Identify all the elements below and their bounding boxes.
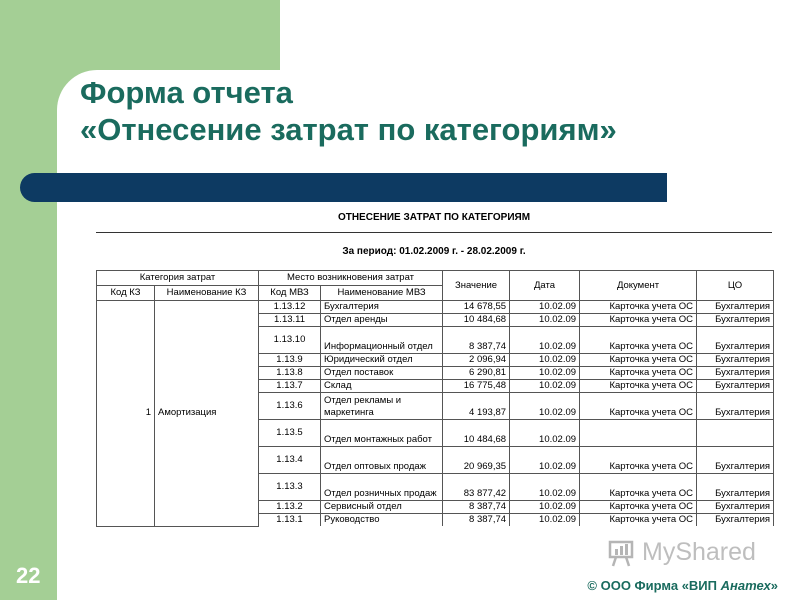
co-cell: Бухгалтерия [697,301,774,314]
document-cell: Карточка учета ОС [580,327,697,354]
slide-title-line1: Форма отчета [80,75,293,110]
report-table [96,270,774,527]
mvz-code-cell: 1.13.1 [259,514,321,527]
mvz-name-cell: Руководство [321,514,443,527]
value-cell: 8 387,74 [443,501,510,514]
co-cell: Бухгалтерия [697,474,774,501]
date-cell: 10.02.09 [510,367,580,380]
header-document: Документ [580,271,697,301]
copyright-brand: Анатех [720,578,771,593]
group-name-cell: Амортизация [155,301,259,527]
co-cell: Бухгалтерия [697,514,774,527]
value-cell: 8 387,74 [443,514,510,527]
document-cell: Карточка учета ОС [580,301,697,314]
header-kz-name: Наименование КЗ [155,286,259,301]
value-cell: 6 290,81 [443,367,510,380]
document-cell: Карточка учета ОС [580,393,697,420]
mvz-code-cell: 1.13.7 [259,380,321,393]
value-cell: 16 775,48 [443,380,510,393]
header-value: Значение [443,271,510,301]
date-cell: 10.02.09 [510,354,580,367]
co-cell: Бухгалтерия [697,327,774,354]
header-co: ЦО [697,271,774,301]
copyright [587,578,778,593]
slide-title-line2: «Отнесение затрат по категориям» [80,112,617,147]
date-cell: 10.02.09 [510,393,580,420]
header-kz-code: Код КЗ [97,286,155,301]
copyright-prefix: © ООО Фирма «ВИП [587,578,721,593]
copyright-suffix: » [770,578,778,593]
mvz-code-cell: 1.13.2 [259,501,321,514]
value-cell: 83 877,42 [443,474,510,501]
co-cell: Бухгалтерия [697,393,774,420]
document-cell: Карточка учета ОС [580,354,697,367]
mvz-code-cell: 1.13.9 [259,354,321,367]
document-cell: Карточка учета ОС [580,380,697,393]
mvz-name-cell: Отдел поставок [321,367,443,380]
green-decor-strip [0,175,57,600]
value-cell: 2 096,94 [443,354,510,367]
value-cell: 8 387,74 [443,327,510,354]
value-cell: 10 484,68 [443,420,510,447]
mvz-code-cell: 1.13.8 [259,367,321,380]
date-cell: 10.02.09 [510,314,580,327]
document-cell: Карточка учета ОС [580,447,697,474]
header-date: Дата [510,271,580,301]
date-cell: 10.02.09 [510,501,580,514]
mvz-code-cell: 1.13.12 [259,301,321,314]
mvz-name-cell: Юридический отдел [321,354,443,367]
presentation-icon [608,536,640,568]
title-underline-bar [20,173,667,202]
document-cell: Карточка учета ОС [580,367,697,380]
co-cell [697,420,774,447]
mvz-name-cell: Склад [321,380,443,393]
mvz-code-cell: 1.13.5 [259,420,321,447]
header-origin-place: Место возникновения затрат [259,271,443,286]
mvz-name-cell: Отдел оптовых продаж [321,447,443,474]
group-code-cell: 1 [97,301,155,527]
document-cell: Карточка учета ОС [580,501,697,514]
document-cell: Карточка учета ОС [580,514,697,527]
slide-title [80,74,617,148]
date-cell: 10.02.09 [510,474,580,501]
value-cell: 20 969,35 [443,447,510,474]
mvz-code-cell: 1.13.6 [259,393,321,420]
header-mvz-code: Код МВЗ [259,286,321,301]
date-cell: 10.02.09 [510,514,580,527]
mvz-code-cell: 1.13.11 [259,314,321,327]
mvz-name-cell: Отдел аренды [321,314,443,327]
watermark [608,536,768,570]
table-row [97,301,774,314]
mvz-name-cell: Отдел монтажных работ [321,420,443,447]
value-cell: 10 484,68 [443,314,510,327]
date-cell: 10.02.09 [510,420,580,447]
report-period: За период: 01.02.2009 г. - 28.02.2009 г. [342,246,526,257]
co-cell: Бухгалтерия [697,501,774,514]
value-cell: 14 678,55 [443,301,510,314]
co-cell: Бухгалтерия [697,380,774,393]
header-mvz-name: Наименование МВЗ [321,286,443,301]
date-cell: 10.02.09 [510,447,580,474]
mvz-code-cell: 1.13.4 [259,447,321,474]
mvz-name-cell: Информационный отдел [321,327,443,354]
mvz-name-cell: Сервисный отдел [321,501,443,514]
co-cell: Бухгалтерия [697,354,774,367]
mvz-name-cell: Отдел рекламы и маркетинга [321,393,443,420]
co-cell: Бухгалтерия [697,314,774,327]
value-cell: 4 193,87 [443,393,510,420]
co-cell: Бухгалтерия [697,447,774,474]
co-cell: Бухгалтерия [697,367,774,380]
mvz-name-cell: Отдел розничных продаж [321,474,443,501]
document-cell: Карточка учета ОС [580,314,697,327]
report-divider [96,232,772,233]
document-cell: Карточка учета ОС [580,474,697,501]
date-cell: 10.02.09 [510,327,580,354]
mvz-name-cell: Бухгалтерия [321,301,443,314]
document-cell [580,420,697,447]
mvz-code-cell: 1.13.3 [259,474,321,501]
slide-number: 22 [16,563,41,588]
header-cost-category: Категория затрат [97,271,259,286]
watermark-text: MyShared [642,538,756,566]
date-cell: 10.02.09 [510,301,580,314]
report-title: ОТНЕСЕНИЕ ЗАТРАТ ПО КАТЕГОРИЯМ [337,212,531,223]
date-cell: 10.02.09 [510,380,580,393]
mvz-code-cell: 1.13.10 [259,327,321,354]
